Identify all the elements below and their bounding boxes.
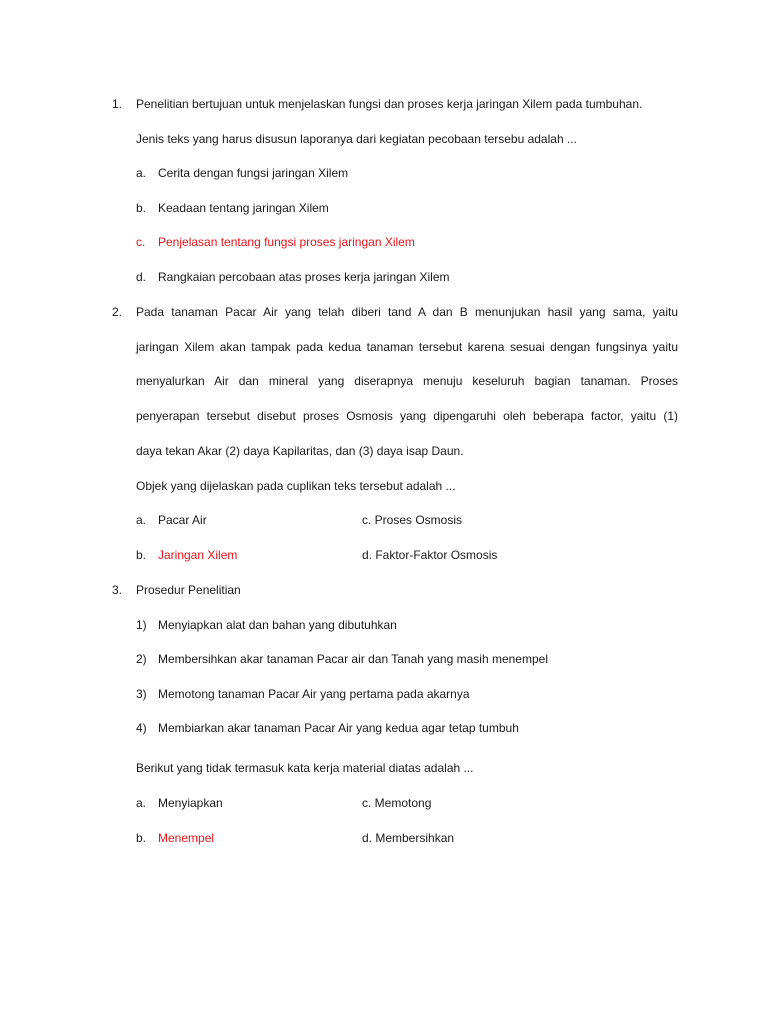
option-label: c. — [136, 235, 146, 249]
option-label: d. — [136, 270, 147, 284]
option-d: d. Membersihkan — [362, 831, 455, 845]
option-label: a. — [136, 513, 147, 527]
paragraph-line: penyerapan tersebut disebut proses Osmosis yang dipengaruhi oleh beberapa factor, yaitu (1) — [136, 409, 678, 423]
option-d: d. Faktor-Faktor Osmosis — [362, 548, 498, 562]
question-prompt: Berikut yang tidak termasuk kata kerja material diatas adalah ... — [136, 761, 474, 775]
step-label: 4) — [136, 721, 147, 735]
option-c-answer: Penjelasan tentang fungsi proses jaringan Xilem — [158, 235, 415, 249]
step-label: 3) — [136, 687, 147, 701]
question-number: 2. — [112, 305, 123, 319]
paragraph-line: Pada tanaman Pacar Air yang telah diberi tand A dan B menunjukan hasil yang sama, yaitu — [136, 305, 678, 319]
option-label: b. — [136, 548, 147, 562]
question-number: 3. — [112, 583, 123, 597]
option-label: a. — [136, 796, 147, 810]
step-2: Membersihkan akar tanaman Pacar air dan Tanah yang masih menempel — [158, 652, 548, 666]
option-d: Rangkaian percobaan atas proses kerja jaringan Xilem — [158, 270, 450, 284]
option-b-answer: Menempel — [158, 831, 215, 845]
paragraph-line: daya tekan Akar (2) daya Kapilaritas, dan (3) daya isap Daun. — [136, 444, 464, 458]
option-a: Menyiapkan — [158, 796, 223, 810]
step-1: Menyiapkan alat dan bahan yang dibutuhkan — [158, 618, 397, 632]
paragraph-line: jaringan Xilem akan tampak pada kedua tanaman tersebut karena sesuai dengan fungsinya yaitu — [136, 340, 678, 354]
step-3: Memotong tanaman Pacar Air yang pertama pada akarnya — [158, 687, 470, 701]
option-label: b. — [136, 201, 147, 215]
option-b: Keadaan tentang jaringan Xilem — [158, 201, 329, 215]
option-a: Cerita dengan fungsi jaringan Xilem — [158, 166, 349, 180]
option-c: c. Proses Osmosis — [362, 513, 463, 527]
question-title: Prosedur Penelitian — [136, 583, 241, 597]
question-text: Penelitian bertujuan untuk menjelaskan fungsi dan proses kerja jaringan Xilem pada tumbuhan. — [136, 97, 643, 111]
step-4: Membiarkan akar tanaman Pacar Air yang kedua agar tetap tumbuh — [158, 721, 519, 735]
question-prompt: Objek yang dijelaskan pada cuplikan teks tersebut adalah ... — [136, 479, 456, 493]
option-a: Pacar Air — [158, 513, 207, 527]
paragraph-line: menyalurkan Air dan mineral yang diserapnya menuju keseluruh bagian tanaman. Proses — [136, 374, 678, 388]
option-label: a. — [136, 166, 147, 180]
option-c: c. Memotong — [362, 796, 432, 810]
question-number: 1. — [112, 97, 123, 111]
option-label: b. — [136, 831, 147, 845]
question-prompt: Jenis teks yang harus disusun laporanya dari kegiatan pecobaan tersebu adalah ... — [136, 132, 577, 146]
step-label: 2) — [136, 652, 147, 666]
step-label: 1) — [136, 618, 147, 632]
option-b-answer: Jaringan Xilem — [158, 548, 238, 562]
